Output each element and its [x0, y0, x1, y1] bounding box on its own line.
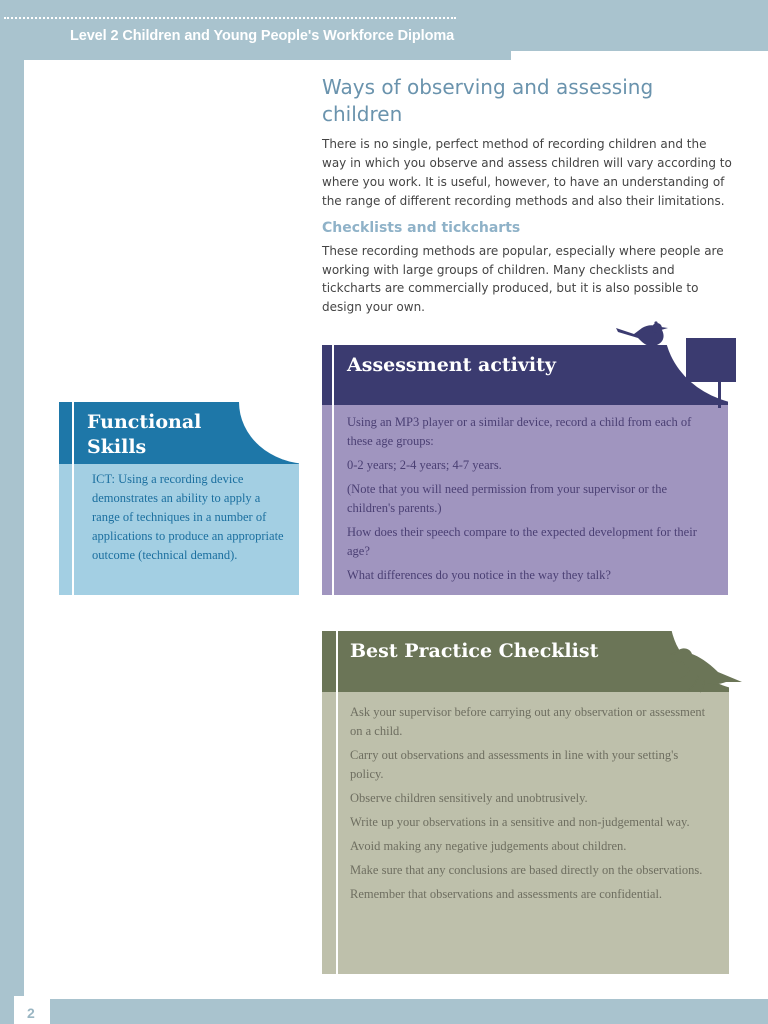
checklist-item: Avoid making any negative judgements about children. — [350, 839, 627, 853]
bird-icon — [668, 638, 746, 694]
page-number: 2 — [27, 1005, 35, 1021]
assessment-activity-title: Assessment activity — [347, 354, 556, 376]
dotted-rule — [4, 17, 456, 19]
signpost-icon — [686, 338, 736, 382]
assessment-activity-rule — [332, 345, 334, 595]
functional-skills-title: Functional Skills — [87, 411, 202, 458]
functional-skills-text: ICT: Using a recording device demonstrates an ability to apply a range of techniques in a number of applications to produce an appropriate outcome (technical demand). — [92, 472, 284, 562]
best-practice-list — [350, 703, 710, 909]
section-heading: Ways of observing and assessing children — [322, 75, 654, 126]
subheading: Checklists and tickcharts — [322, 220, 521, 236]
best-practice-rule — [336, 631, 338, 974]
assessment-paragraph: How does their speech compare to the expected development for their age? — [347, 525, 697, 558]
book-title: Level 2 Children and Young People's Workforce Diploma — [70, 28, 455, 44]
page-panel-tab — [511, 51, 768, 63]
checklist-item: Remember that observations and assessments are confidential. — [350, 887, 663, 901]
assessment-paragraph: What differences do you notice in the way they talk? — [347, 568, 611, 582]
best-practice-title: Best Practice Checklist — [350, 640, 599, 662]
subheading-paragraph: These recording methods are popular, especially where people are working with large groups of children. Many checklists and tickcharts are commercially produced, but it is also possible to design your own. — [322, 244, 724, 314]
checklist-item: Write up your observations in a sensitive and non-judgemental way. — [350, 815, 690, 829]
signpost-pole — [718, 380, 721, 408]
checklist-item: Ask your supervisor before carrying out any observation or assessment on a child. — [350, 705, 706, 738]
checklist-item: Carry out observations and assessments in line with your setting's policy. — [350, 748, 679, 781]
checklist-item: Make sure that any conclusions are based directly on the observations. — [350, 863, 703, 877]
intro-paragraph: There is no single, perfect method of recording children and the way in which you observe and assess children will vary according to where you work. It is useful, however, to have an understanding of the range of different recording methods and also their limitations. — [322, 137, 732, 208]
bird-icon — [612, 316, 672, 348]
assessment-paragraph: Using an MP3 player or a similar device, record a child from each of these age groups: — [347, 415, 692, 448]
functional-skills-rule — [72, 402, 74, 595]
assessment-paragraph: 0-2 years; 2-4 years; 4-7 years. — [347, 458, 502, 472]
assessment-activity-text — [347, 413, 717, 590]
assessment-paragraph: (Note that you will need permission from your supervisor or the children's parents.) — [347, 482, 668, 515]
checklist-item: Observe children sensitively and unobtrusively. — [350, 791, 588, 805]
